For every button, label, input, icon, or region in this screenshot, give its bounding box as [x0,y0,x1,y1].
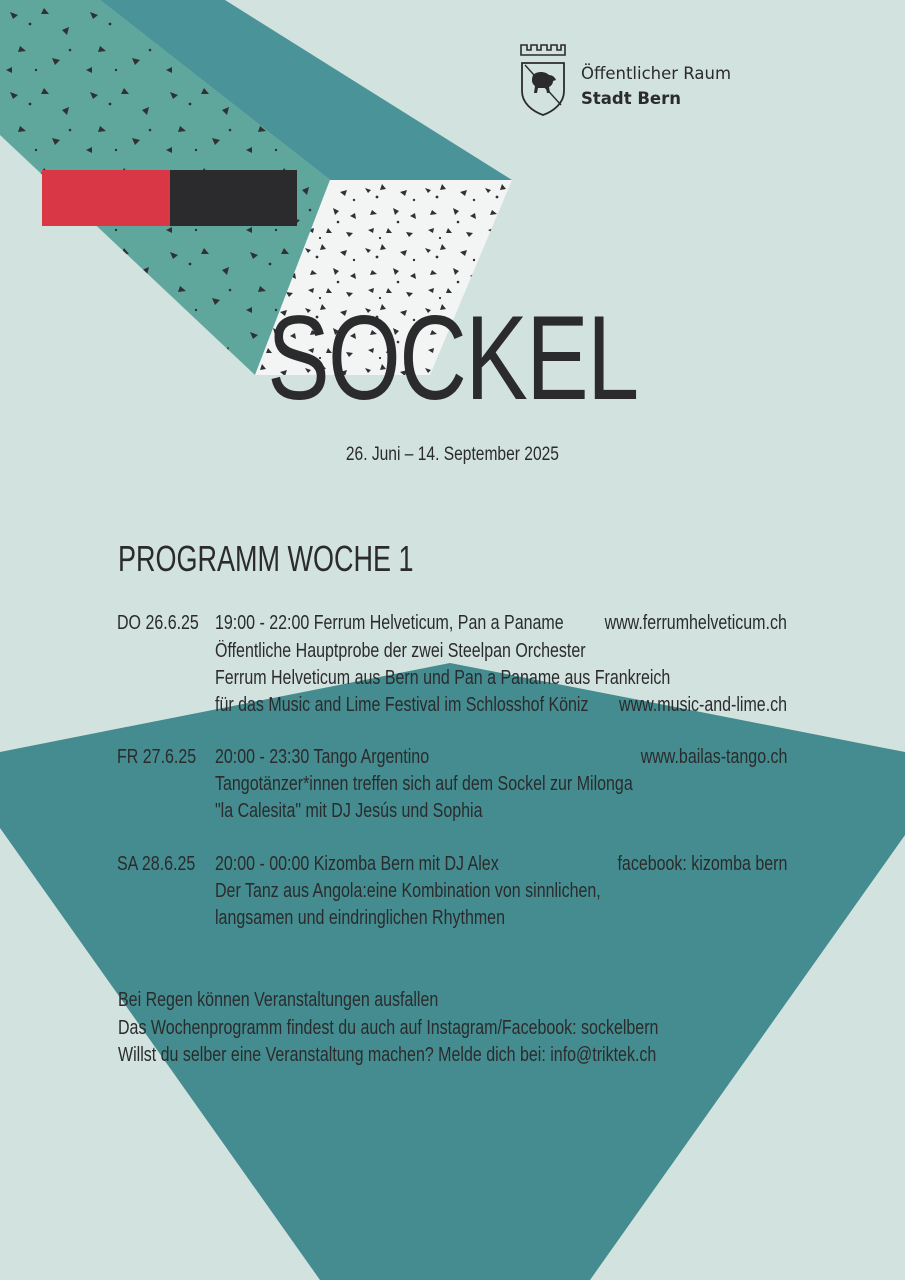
footer-notes [118,987,658,1070]
footer-line-1: Bei Regen können Veranstaltungen ausfallen [118,989,439,1011]
event-1-url-2[interactable]: www.music-and-lime.ch [618,694,787,716]
poster-title: SOCKEL [267,291,638,425]
event-2-line-2: "la Calesita" mit DJ Jesús und Sophia [215,800,483,822]
date-range: 26. Juni – 14. September 2025 [345,444,559,465]
event-1-line-3: für das Music and Lime Festival im Schlosshof Köniz [215,694,589,716]
event-2-url[interactable]: www.bailas-tango.ch [640,746,787,768]
event-2-title: 20:00 - 23:30 Tango Argentino [215,746,430,768]
bern-crest-icon [519,43,567,117]
footer-line-2: Das Wochenprogramm findest du auch auf Instagram/Facebook: sockelbern [118,1016,659,1039]
event-2-line-1: Tangotänzer*innen treffen sich auf dem Sockel zur Milonga [215,773,633,795]
event-3-url[interactable]: facebook: kizomba bern [617,853,787,875]
event-3-day: SA 28.6.25 [117,853,196,875]
program-heading: PROGRAMM WOCHE 1 [118,538,414,579]
event-1-line-2: Ferrum Helveticum aus Bern und Pan a Paname aus Frankreich [215,667,671,689]
event-3-title: 20:00 - 00:00 Kizomba Bern mit DJ Alex [215,853,499,875]
event-2-day: FR 27.6.25 [117,746,197,768]
event-1-day: DO 26.6.25 [117,612,199,634]
event-3-line-1: Der Tanz aus Angola:eine Kombination von sinnlichen, [215,880,601,902]
org-line-2: Stadt Bern [581,89,681,108]
event-1-title: 19:00 - 22:00 Ferrum Helveticum, Pan a Paname [215,612,564,634]
red-block [42,170,170,226]
org-line-1: Öffentlicher Raum [581,64,732,83]
event-1-url[interactable]: www.ferrumhelveticum.ch [604,612,787,634]
black-block [170,170,297,226]
event-3-line-2: langsamen und eindringlichen Rhythmen [215,907,505,929]
org-label [581,61,731,111]
footer-line-3: Willst du selber eine Veranstaltung machen? Melde dich bei: info@triktek.ch [118,1044,657,1066]
event-1-line-1: Öffentliche Hauptprobe der zwei Steelpan Orchester [215,640,586,662]
